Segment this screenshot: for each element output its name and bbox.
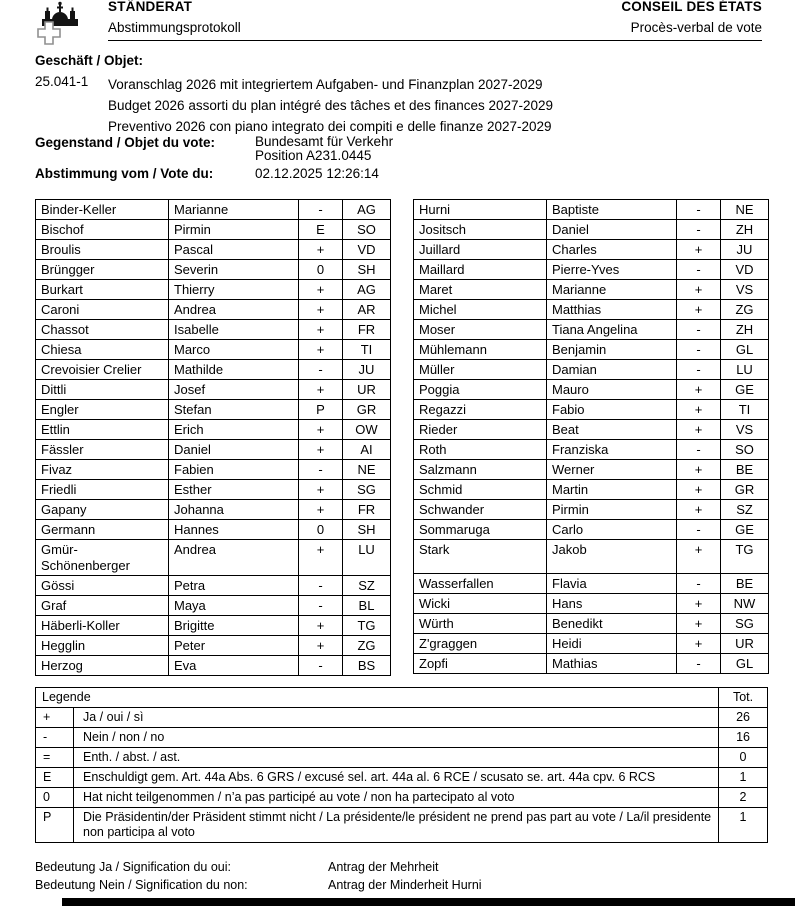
canton-cell: TI xyxy=(343,340,391,360)
vote-table-left xyxy=(35,199,391,676)
table-row xyxy=(36,360,391,380)
first-name-cell: Fabio xyxy=(547,400,677,420)
legend-text-cell: Die Präsidentin/der Präsident stimmt nicht / La présidente/le président ne prend pas part au vote / La/il presidente non participa al voto xyxy=(74,808,719,843)
vote-cell: + xyxy=(677,460,721,480)
first-name-cell: Petra xyxy=(169,576,299,596)
last-name-cell: Maillard xyxy=(414,260,547,280)
vote-cell: + xyxy=(299,240,343,260)
table-row xyxy=(414,440,769,460)
first-name-cell: Hans xyxy=(547,594,677,614)
first-name-cell: Mauro xyxy=(547,380,677,400)
table-row xyxy=(36,260,391,280)
table-row xyxy=(36,440,391,460)
first-name-cell: Johanna xyxy=(169,500,299,520)
canton-cell: LU xyxy=(343,540,391,576)
first-name-cell: Eva xyxy=(169,656,299,676)
business-title-it: Preventivo 2026 con piano integrato dei compiti e delle finanze 2027-2029 xyxy=(108,119,552,134)
legend-row xyxy=(36,808,768,843)
parliament-logo xyxy=(28,0,80,51)
last-name-cell: Chiesa xyxy=(36,340,169,360)
canton-cell: AG xyxy=(343,200,391,220)
table-row xyxy=(36,400,391,420)
table-row xyxy=(414,500,769,520)
canton-cell: TG xyxy=(721,540,769,574)
canton-cell: VS xyxy=(721,420,769,440)
table-row xyxy=(414,200,769,220)
last-name-cell: Maret xyxy=(414,280,547,300)
table-row xyxy=(36,320,391,340)
vote-cell: - xyxy=(299,596,343,616)
first-name-cell: Mathias xyxy=(547,654,677,674)
canton-cell: VS xyxy=(721,280,769,300)
canton-cell: TI xyxy=(721,400,769,420)
last-name-cell: Regazzi xyxy=(414,400,547,420)
table-row xyxy=(36,280,391,300)
last-name-cell: Moser xyxy=(414,320,547,340)
vote-cell: + xyxy=(677,300,721,320)
table-row xyxy=(414,380,769,400)
legend-total-cell: 0 xyxy=(719,748,768,768)
vote-cell: + xyxy=(677,240,721,260)
table-row xyxy=(414,280,769,300)
last-name-cell: Herzog xyxy=(36,656,169,676)
vote-cell: P xyxy=(299,400,343,420)
business-label: Geschäft / Objet: xyxy=(35,53,144,68)
canton-cell: SH xyxy=(343,520,391,540)
table-row xyxy=(414,614,769,634)
canton-cell: GE xyxy=(721,520,769,540)
last-name-cell: Crevoisier Crelier xyxy=(36,360,169,380)
last-name-cell: Fivaz xyxy=(36,460,169,480)
last-name-cell: Ettlin xyxy=(36,420,169,440)
first-name-cell: Heidi xyxy=(547,634,677,654)
last-name-cell: Burkart xyxy=(36,280,169,300)
first-name-cell: Daniel xyxy=(547,220,677,240)
last-name-cell: Bischof xyxy=(36,220,169,240)
vote-cell: + xyxy=(299,616,343,636)
legend-symbol-cell: 0 xyxy=(36,788,74,808)
last-name-cell: Friedli xyxy=(36,480,169,500)
canton-cell: ZG xyxy=(343,636,391,656)
first-name-cell: Andrea xyxy=(169,540,299,576)
last-name-cell: Müller xyxy=(414,360,547,380)
first-name-cell: Werner xyxy=(547,460,677,480)
canton-cell: UR xyxy=(721,634,769,654)
canton-cell: NE xyxy=(721,200,769,220)
vote-cell: + xyxy=(299,280,343,300)
first-name-cell: Josef xyxy=(169,380,299,400)
vote-table-right-body xyxy=(414,200,769,674)
vote-cell: - xyxy=(677,340,721,360)
first-name-cell: Isabelle xyxy=(169,320,299,340)
last-name-cell: Germann xyxy=(36,520,169,540)
last-name-cell: Binder-Keller xyxy=(36,200,169,220)
vote-cell: + xyxy=(677,594,721,614)
canton-cell: SZ xyxy=(721,500,769,520)
vote-cell: + xyxy=(677,380,721,400)
vote-cell: + xyxy=(299,500,343,520)
meaning-yes-value: Antrag der Mehrheit xyxy=(328,860,439,874)
last-name-cell: Würth xyxy=(414,614,547,634)
vote-cell: + xyxy=(299,300,343,320)
vote-meaning-section xyxy=(35,858,482,894)
first-name-cell: Marianne xyxy=(547,280,677,300)
vote-cell: - xyxy=(677,320,721,340)
table-row xyxy=(36,500,391,520)
canton-cell: NE xyxy=(343,460,391,480)
canton-cell: SG xyxy=(343,480,391,500)
first-name-cell: Pirmin xyxy=(547,500,677,520)
canton-cell: NW xyxy=(721,594,769,614)
first-name-cell: Thierry xyxy=(169,280,299,300)
last-name-cell: Hegglin xyxy=(36,636,169,656)
vote-cell: + xyxy=(677,280,721,300)
first-name-cell: Stefan xyxy=(169,400,299,420)
vote-cell: - xyxy=(299,576,343,596)
table-row xyxy=(36,200,391,220)
vote-cell: - xyxy=(299,460,343,480)
vote-cell: 0 xyxy=(299,260,343,280)
first-name-cell: Tiana Angelina xyxy=(547,320,677,340)
last-name-cell: Z'graggen xyxy=(414,634,547,654)
vote-cell: + xyxy=(677,480,721,500)
vote-cell: + xyxy=(677,540,721,574)
canton-cell: ZH xyxy=(721,220,769,240)
last-name-cell: Wasserfallen xyxy=(414,574,547,594)
last-name-cell: Graf xyxy=(36,596,169,616)
canton-cell: AG xyxy=(343,280,391,300)
canton-cell: JU xyxy=(343,360,391,380)
vote-cell: + xyxy=(677,420,721,440)
last-name-cell: Engler xyxy=(36,400,169,420)
canton-cell: ZH xyxy=(721,320,769,340)
bottom-redaction-bar xyxy=(62,898,795,906)
first-name-cell: Andrea xyxy=(169,300,299,320)
first-name-cell: Fabien xyxy=(169,460,299,480)
business-number: 25.041-1 xyxy=(35,74,89,89)
table-row xyxy=(414,340,769,360)
canton-cell: FR xyxy=(343,500,391,520)
canton-cell: GL xyxy=(721,340,769,360)
last-name-cell: Roth xyxy=(414,440,547,460)
first-name-cell: Pierre-Yves xyxy=(547,260,677,280)
vote-cell: - xyxy=(299,360,343,380)
table-row xyxy=(36,616,391,636)
vote-cell: - xyxy=(677,260,721,280)
table-row xyxy=(36,656,391,676)
last-name-cell: Mühlemann xyxy=(414,340,547,360)
first-name-cell: Marianne xyxy=(169,200,299,220)
canton-cell: SZ xyxy=(343,576,391,596)
first-name-cell: Maya xyxy=(169,596,299,616)
legend-total-header: Tot. xyxy=(719,688,768,708)
first-name-cell: Severin xyxy=(169,260,299,280)
last-name-cell: Broulis xyxy=(36,240,169,260)
table-row xyxy=(36,460,391,480)
last-name-cell: Salzmann xyxy=(414,460,547,480)
first-name-cell: Daniel xyxy=(169,440,299,460)
canton-cell: BE xyxy=(721,574,769,594)
vote-cell: + xyxy=(299,380,343,400)
vote-cell: - xyxy=(299,200,343,220)
canton-cell: AI xyxy=(343,440,391,460)
first-name-cell: Matthias xyxy=(547,300,677,320)
header-divider xyxy=(108,40,762,41)
vote-cell: + xyxy=(299,540,343,576)
first-name-cell: Martin xyxy=(547,480,677,500)
meaning-no-value: Antrag der Minderheit Hurni xyxy=(328,878,482,892)
first-name-cell: Hannes xyxy=(169,520,299,540)
table-row xyxy=(36,540,391,576)
canton-cell: GE xyxy=(721,380,769,400)
meaning-no-label: Bedeutung Nein / Signification du non: xyxy=(35,878,248,892)
vote-cell: + xyxy=(677,614,721,634)
canton-cell: BE xyxy=(721,460,769,480)
vote-cell: - xyxy=(677,360,721,380)
canton-cell: BL xyxy=(343,596,391,616)
vote-cell: - xyxy=(677,200,721,220)
legend-text-cell: Nein / non / no xyxy=(74,728,719,748)
business-title-fr: Budget 2026 assorti du plan intégré des tâches et des finances 2027-2029 xyxy=(108,98,554,113)
vote-cell: + xyxy=(299,420,343,440)
last-name-cell: Häberli-Koller xyxy=(36,616,169,636)
vote-cell: + xyxy=(677,400,721,420)
legend-header-row xyxy=(36,688,768,708)
legend-total-cell: 2 xyxy=(719,788,768,808)
vote-subject-office: Bundesamt für Verkehr xyxy=(255,134,394,149)
first-name-cell: Erich xyxy=(169,420,299,440)
vote-subject-value xyxy=(255,135,393,163)
canton-cell: JU xyxy=(721,240,769,260)
last-name-cell: Schmid xyxy=(414,480,547,500)
canton-cell: OW xyxy=(343,420,391,440)
first-name-cell: Charles xyxy=(547,240,677,260)
first-name-cell: Pirmin xyxy=(169,220,299,240)
legend-text-cell: Ja / oui / sì xyxy=(74,708,719,728)
legend-row xyxy=(36,708,768,728)
first-name-cell: Brigitte xyxy=(169,616,299,636)
canton-cell: SH xyxy=(343,260,391,280)
last-name-cell: Wicki xyxy=(414,594,547,614)
first-name-cell: Benedikt xyxy=(547,614,677,634)
first-name-cell: Flavia xyxy=(547,574,677,594)
last-name-cell: Stark xyxy=(414,540,547,574)
legend-symbol-cell: - xyxy=(36,728,74,748)
last-name-cell: Caroni xyxy=(36,300,169,320)
last-name-cell: Fässler xyxy=(36,440,169,460)
legend-symbol-cell: E xyxy=(36,768,74,788)
table-row xyxy=(36,220,391,240)
canton-cell: GL xyxy=(721,654,769,674)
canton-cell: VD xyxy=(343,240,391,260)
legend-text-cell: Enth. / abst. / ast. xyxy=(74,748,719,768)
canton-cell: SO xyxy=(721,440,769,460)
first-name-cell: Marco xyxy=(169,340,299,360)
first-name-cell: Beat xyxy=(547,420,677,440)
vote-cell: - xyxy=(677,520,721,540)
table-row xyxy=(414,460,769,480)
table-row xyxy=(36,420,391,440)
legend-table xyxy=(35,687,768,843)
canton-cell: ZG xyxy=(721,300,769,320)
vote-cell: E xyxy=(299,220,343,240)
last-name-cell: Gössi xyxy=(36,576,169,596)
vote-cell: + xyxy=(299,480,343,500)
canton-cell: GR xyxy=(343,400,391,420)
meaning-no-row xyxy=(35,876,482,894)
legend-row xyxy=(36,748,768,768)
table-row xyxy=(414,654,769,674)
table-row xyxy=(36,520,391,540)
legend-text-cell: Hat nicht teilgenommen / n’a pas participé au vote / non ha partecipato al voto xyxy=(74,788,719,808)
legend-total-cell: 26 xyxy=(719,708,768,728)
legend-text-cell: Enschuldigt gem. Art. 44a Abs. 6 GRS / excusé sel. art. 44a al. 6 RCE / scusato se. art. 44a cpv. 6 RCS xyxy=(74,768,719,788)
table-row xyxy=(414,520,769,540)
vote-cell: - xyxy=(677,574,721,594)
first-name-cell: Mathilde xyxy=(169,360,299,380)
table-row xyxy=(36,340,391,360)
first-name-cell: Damian xyxy=(547,360,677,380)
table-row xyxy=(414,300,769,320)
vote-date-label: Abstimmung vom / Vote du: xyxy=(35,166,214,181)
canton-cell: TG xyxy=(343,616,391,636)
table-row xyxy=(36,636,391,656)
table-row xyxy=(414,480,769,500)
table-row xyxy=(36,240,391,260)
first-name-cell: Benjamin xyxy=(547,340,677,360)
legend-symbol-cell: + xyxy=(36,708,74,728)
table-row xyxy=(36,380,391,400)
canton-cell: LU xyxy=(721,360,769,380)
last-name-cell: Chassot xyxy=(36,320,169,340)
canton-cell: GR xyxy=(721,480,769,500)
table-row xyxy=(414,634,769,654)
vote-table-left-body xyxy=(36,200,391,676)
first-name-cell: Jakob xyxy=(547,540,677,574)
last-name-cell: Brüngger xyxy=(36,260,169,280)
vote-cell: - xyxy=(677,220,721,240)
meaning-yes-row xyxy=(35,858,482,876)
first-name-cell: Carlo xyxy=(547,520,677,540)
first-name-cell: Peter xyxy=(169,636,299,656)
header-right xyxy=(621,0,762,37)
table-row xyxy=(36,596,391,616)
legend-row xyxy=(36,728,768,748)
table-row xyxy=(414,400,769,420)
legend-total-cell: 16 xyxy=(719,728,768,748)
last-name-cell: Gapany xyxy=(36,500,169,520)
business-titles xyxy=(108,74,553,137)
canton-cell: VD xyxy=(721,260,769,280)
parliament-building-icon xyxy=(28,0,80,46)
business-title-de: Voranschlag 2026 mit integriertem Aufgaben- und Finanzplan 2027-2029 xyxy=(108,77,543,92)
last-name-cell: Jositsch xyxy=(414,220,547,240)
legend-symbol-cell: = xyxy=(36,748,74,768)
vote-cell: + xyxy=(677,500,721,520)
vote-subject-position: Position A231.0445 xyxy=(255,148,372,163)
header-left xyxy=(108,0,241,37)
vote-cell: - xyxy=(677,440,721,460)
vote-cell: + xyxy=(299,340,343,360)
council-title-fr: CONSEIL DES ÉTATS xyxy=(621,0,762,14)
meaning-yes-label: Bedeutung Ja / Signification du oui: xyxy=(35,860,231,874)
table-row xyxy=(414,220,769,240)
canton-cell: AR xyxy=(343,300,391,320)
legend-symbol-cell: P xyxy=(36,808,74,843)
canton-cell: UR xyxy=(343,380,391,400)
canton-cell: BS xyxy=(343,656,391,676)
legend-row xyxy=(36,788,768,808)
vote-table-right xyxy=(413,199,769,674)
vote-cell: + xyxy=(299,320,343,340)
first-name-cell: Esther xyxy=(169,480,299,500)
canton-cell: SO xyxy=(343,220,391,240)
vote-cell: 0 xyxy=(299,520,343,540)
last-name-cell: Gmür-Schönenberger xyxy=(36,540,169,576)
last-name-cell: Juillard xyxy=(414,240,547,260)
document-type-de: Abstimmungsprotokoll xyxy=(108,20,241,35)
last-name-cell: Poggia xyxy=(414,380,547,400)
last-name-cell: Sommaruga xyxy=(414,520,547,540)
table-row xyxy=(414,540,769,574)
legend-row xyxy=(36,768,768,788)
table-row xyxy=(414,260,769,280)
vote-cell: + xyxy=(299,440,343,460)
table-row xyxy=(36,576,391,596)
table-row xyxy=(414,360,769,380)
last-name-cell: Schwander xyxy=(414,500,547,520)
table-row xyxy=(414,320,769,340)
table-row xyxy=(414,240,769,260)
canton-cell: FR xyxy=(343,320,391,340)
table-row xyxy=(414,420,769,440)
table-row xyxy=(36,300,391,320)
legend-title: Legende xyxy=(36,688,719,708)
vote-subject-label: Gegenstand / Objet du vote: xyxy=(35,135,216,150)
canton-cell: SG xyxy=(721,614,769,634)
table-row xyxy=(36,480,391,500)
legend-total-cell: 1 xyxy=(719,808,768,843)
first-name-cell: Franziska xyxy=(547,440,677,460)
first-name-cell: Pascal xyxy=(169,240,299,260)
table-row xyxy=(414,594,769,614)
last-name-cell: Rieder xyxy=(414,420,547,440)
last-name-cell: Hurni xyxy=(414,200,547,220)
vote-cell: + xyxy=(299,636,343,656)
vote-cell: - xyxy=(299,656,343,676)
vote-cell: - xyxy=(677,654,721,674)
legend-total-cell: 1 xyxy=(719,768,768,788)
last-name-cell: Zopfi xyxy=(414,654,547,674)
legend-table-body xyxy=(36,708,768,843)
council-title-de: STÄNDERAT xyxy=(108,0,193,14)
table-row xyxy=(414,574,769,594)
last-name-cell: Michel xyxy=(414,300,547,320)
vote-date-value: 02.12.2025 12:26:14 xyxy=(255,166,379,181)
document-type-fr: Procès-verbal de vote xyxy=(630,20,762,35)
vote-cell: + xyxy=(677,634,721,654)
first-name-cell: Baptiste xyxy=(547,200,677,220)
last-name-cell: Dittli xyxy=(36,380,169,400)
